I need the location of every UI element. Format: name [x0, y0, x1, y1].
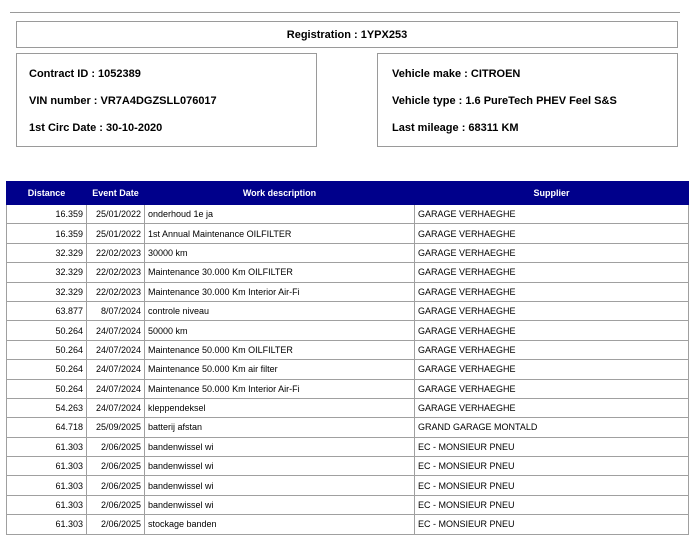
- cell-distance: 32.329: [7, 282, 87, 301]
- cell-work-description: Maintenance 50.000 Km Interior Air-Fi: [145, 379, 415, 398]
- cell-distance: 61.303: [7, 457, 87, 476]
- vehicle-make: Vehicle make : CITROEN: [392, 68, 521, 80]
- table-row: [7, 243, 689, 262]
- table-row: [7, 360, 689, 379]
- cell-work-description: Maintenance 30.000 Km OILFILTER: [145, 263, 415, 282]
- table-header-row: [7, 182, 689, 205]
- header-work-description: Work description: [145, 182, 415, 205]
- cell-event-date: 25/01/2022: [87, 224, 145, 243]
- cell-work-description: 30000 km: [145, 243, 415, 262]
- cell-distance: 50.264: [7, 379, 87, 398]
- cell-event-date: 24/07/2024: [87, 360, 145, 379]
- cell-supplier: EC - MONSIEUR PNEU: [415, 457, 689, 476]
- vehicle-info-box: [377, 53, 678, 147]
- cell-distance: 50.264: [7, 321, 87, 340]
- cell-work-description: controle niveau: [145, 301, 415, 320]
- registration-text: Registration : 1YPX253: [286, 29, 408, 41]
- cell-work-description: 50000 km: [145, 321, 415, 340]
- cell-distance: 54.263: [7, 398, 87, 417]
- cell-distance: 32.329: [7, 263, 87, 282]
- table-row: [7, 321, 689, 340]
- cell-event-date: 22/02/2023: [87, 282, 145, 301]
- cell-event-date: 2/06/2025: [87, 495, 145, 514]
- cell-distance: 50.264: [7, 360, 87, 379]
- cell-event-date: 2/06/2025: [87, 457, 145, 476]
- table-row: [7, 282, 689, 301]
- header-distance: Distance: [7, 182, 87, 205]
- cell-work-description: bandenwissel wi: [145, 495, 415, 514]
- cell-supplier: EC - MONSIEUR PNEU: [415, 495, 689, 514]
- table-row: [7, 457, 689, 476]
- cell-supplier: GARAGE VERHAEGHE: [415, 340, 689, 359]
- cell-work-description: stockage banden: [145, 515, 415, 534]
- cell-work-description: bandenwissel wi: [145, 437, 415, 456]
- cell-supplier: GARAGE VERHAEGHE: [415, 301, 689, 320]
- cell-work-description: onderhoud 1e ja: [145, 205, 415, 224]
- cell-supplier: EC - MONSIEUR PNEU: [415, 476, 689, 495]
- cell-distance: 50.264: [7, 340, 87, 359]
- cell-work-description: Maintenance 50.000 Km air filter: [145, 360, 415, 379]
- cell-supplier: GARAGE VERHAEGHE: [415, 205, 689, 224]
- cell-work-description: 1st Annual Maintenance OILFILTER: [145, 224, 415, 243]
- first-circ-date: 1st Circ Date : 30-10-2020: [29, 122, 163, 134]
- cell-event-date: 24/07/2024: [87, 321, 145, 340]
- table-row: [7, 224, 689, 243]
- cell-event-date: 22/02/2023: [87, 263, 145, 282]
- cell-event-date: 2/06/2025: [87, 515, 145, 534]
- cell-event-date: 2/06/2025: [87, 476, 145, 495]
- cell-supplier: EC - MONSIEUR PNEU: [415, 437, 689, 456]
- cell-event-date: 24/07/2024: [87, 379, 145, 398]
- cell-supplier: GARAGE VERHAEGHE: [415, 360, 689, 379]
- cell-distance: 61.303: [7, 495, 87, 514]
- table-row: [7, 418, 689, 437]
- contract-info-box: [16, 53, 317, 147]
- cell-supplier: GARAGE VERHAEGHE: [415, 263, 689, 282]
- cell-work-description: Maintenance 50.000 Km OILFILTER: [145, 340, 415, 359]
- registration-header: [16, 21, 678, 48]
- cell-supplier: GARAGE VERHAEGHE: [415, 224, 689, 243]
- table-row: [7, 301, 689, 320]
- cell-event-date: 24/07/2024: [87, 340, 145, 359]
- table-row: [7, 263, 689, 282]
- cell-event-date: 22/02/2023: [87, 243, 145, 262]
- table-row: [7, 398, 689, 417]
- header-supplier: Supplier: [415, 182, 689, 205]
- cell-event-date: 8/07/2024: [87, 301, 145, 320]
- cell-supplier: GARAGE VERHAEGHE: [415, 282, 689, 301]
- cell-distance: 16.359: [7, 224, 87, 243]
- cell-distance: 63.877: [7, 301, 87, 320]
- cell-supplier: GARAGE VERHAEGHE: [415, 379, 689, 398]
- cell-distance: 16.359: [7, 205, 87, 224]
- top-divider: [10, 12, 680, 13]
- cell-event-date: 25/09/2025: [87, 418, 145, 437]
- contract-id: Contract ID : 1052389: [29, 68, 141, 80]
- cell-distance: 61.303: [7, 515, 87, 534]
- table-row: [7, 476, 689, 495]
- cell-distance: 61.303: [7, 476, 87, 495]
- cell-supplier: GARAGE VERHAEGHE: [415, 243, 689, 262]
- table-row: [7, 495, 689, 514]
- cell-distance: 64.718: [7, 418, 87, 437]
- work-history-table: [6, 181, 689, 535]
- cell-work-description: batterij afstan: [145, 418, 415, 437]
- header-event-date: Event Date: [87, 182, 145, 205]
- cell-supplier: EC - MONSIEUR PNEU: [415, 515, 689, 534]
- table-row: [7, 205, 689, 224]
- cell-work-description: Maintenance 30.000 Km Interior Air-Fi: [145, 282, 415, 301]
- cell-event-date: 2/06/2025: [87, 437, 145, 456]
- cell-supplier: GRAND GARAGE MONTALD: [415, 418, 689, 437]
- cell-supplier: GARAGE VERHAEGHE: [415, 398, 689, 417]
- table-row: [7, 515, 689, 534]
- cell-event-date: 24/07/2024: [87, 398, 145, 417]
- table-row: [7, 340, 689, 359]
- cell-distance: 32.329: [7, 243, 87, 262]
- cell-work-description: kleppendeksel: [145, 398, 415, 417]
- vin-number: VIN number : VR7A4DGZSLL076017: [29, 95, 217, 107]
- table-row: [7, 437, 689, 456]
- cell-distance: 61.303: [7, 437, 87, 456]
- cell-supplier: GARAGE VERHAEGHE: [415, 321, 689, 340]
- cell-work-description: bandenwissel wi: [145, 476, 415, 495]
- cell-work-description: bandenwissel wi: [145, 457, 415, 476]
- table-row: [7, 379, 689, 398]
- vehicle-type: Vehicle type : 1.6 PureTech PHEV Feel S&S: [392, 95, 617, 107]
- last-mileage: Last mileage : 68311 KM: [392, 122, 519, 134]
- cell-event-date: 25/01/2022: [87, 205, 145, 224]
